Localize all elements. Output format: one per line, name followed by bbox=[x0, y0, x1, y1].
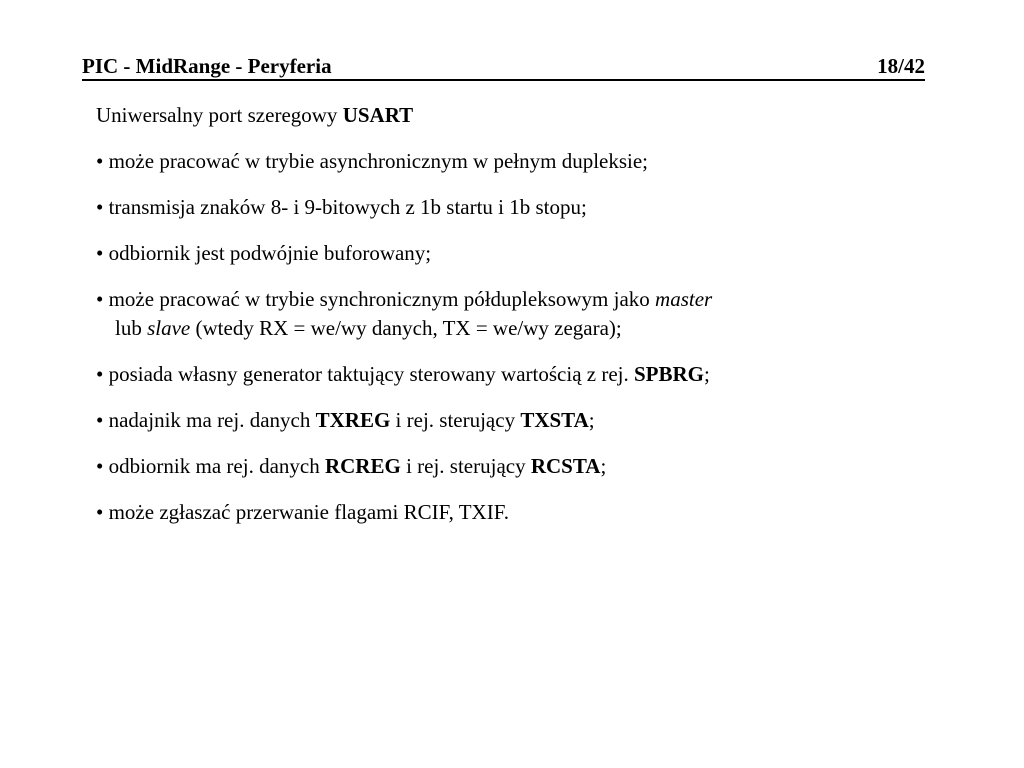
slide-header bbox=[82, 53, 925, 81]
item-text: • nadajnik ma rej. danych bbox=[96, 408, 316, 432]
list-item-receiver-buffer bbox=[96, 239, 956, 268]
item-text: • odbiornik ma rej. danych bbox=[96, 454, 325, 478]
item-text: ; bbox=[588, 408, 595, 432]
list-item-sync bbox=[96, 285, 956, 343]
item-text: ; bbox=[704, 362, 710, 386]
list-item-receiver bbox=[96, 452, 956, 481]
slide-content bbox=[96, 101, 956, 544]
item-text: i rej. sterujący bbox=[400, 454, 531, 478]
feature-list bbox=[96, 147, 956, 527]
item-bold-spbrg: SPBRG bbox=[633, 362, 704, 386]
item-text: • może zgłaszać przerwanie flagami RCIF, TXIF. bbox=[96, 500, 509, 524]
item-text: ; bbox=[600, 454, 607, 478]
item-text: • może pracować w trybie synchronicznym półdupleksowym jako bbox=[96, 287, 656, 311]
slide-title: PIC - MidRange - Peryferia bbox=[82, 54, 332, 78]
item-text: lub bbox=[115, 316, 148, 340]
intro-line bbox=[96, 101, 956, 130]
list-item-transmitter bbox=[96, 406, 956, 435]
list-item-transmission bbox=[96, 193, 956, 222]
item-italic-master: master bbox=[655, 287, 713, 311]
intro-text: Uniwersalny port szeregowy bbox=[96, 103, 343, 127]
list-item-async bbox=[96, 147, 956, 176]
item-text: • odbiornik jest podwójnie buforowany; bbox=[96, 241, 432, 265]
item-bold-rcsta: RCSTA bbox=[530, 454, 601, 478]
item-text: • posiada własny generator taktujący sterowany wartością z rej. bbox=[96, 362, 634, 386]
item-bold-txsta: TXSTA bbox=[520, 408, 589, 432]
item-bold-rcreg: RCREG bbox=[324, 454, 401, 478]
item-italic-slave: slave bbox=[147, 316, 191, 340]
item-text: • może pracować w trybie asynchronicznym w pełnym dupleksie; bbox=[96, 149, 649, 173]
list-item-interrupts bbox=[96, 498, 956, 527]
item-continuation bbox=[96, 316, 622, 340]
item-text: (wtedy RX = we/wy danych, TX = we/wy zegara); bbox=[190, 316, 622, 340]
item-text: • transmisja znaków 8- i 9-bitowych z 1b startu i 1b stopu; bbox=[96, 195, 587, 219]
item-text: i rej. sterujący bbox=[390, 408, 521, 432]
list-item-baud-generator bbox=[96, 360, 956, 389]
page-number: 18/42 bbox=[877, 54, 925, 78]
intro-usart: USART bbox=[342, 103, 414, 127]
item-bold-txreg: TXREG bbox=[315, 408, 391, 432]
